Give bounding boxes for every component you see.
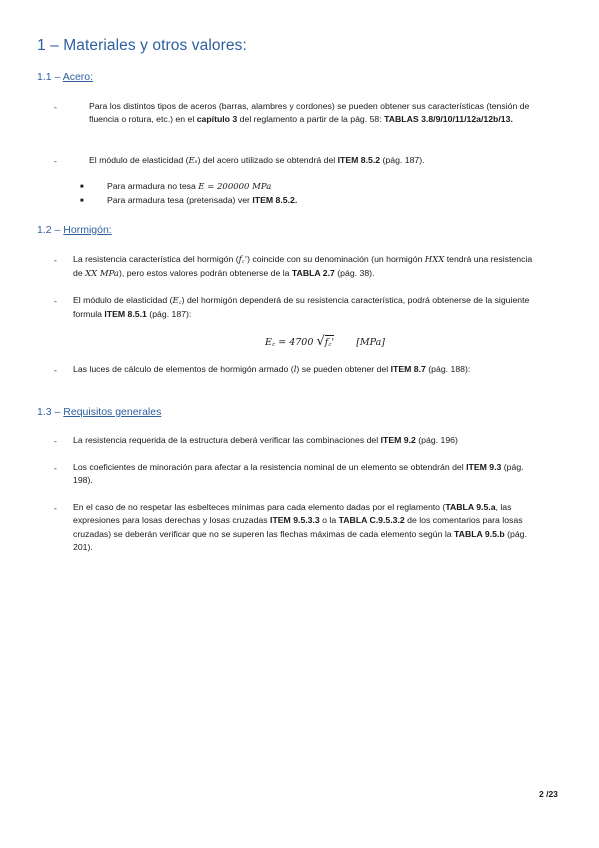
bullet-dash: - [54,463,57,473]
bold-ref: TABLA C.9.5.3.2 [338,515,405,526]
text: Las luces de cálculo de elementos de hormigón armado ( [73,364,294,374]
text: ), pero estos valores podrán obtenerse de la [119,268,292,279]
square-bullet-icon: ■ [80,198,84,204]
text: (pág. 187). [380,155,425,165]
text: (pág. 201). [73,528,527,553]
bold-ref: capítulo 3 [196,114,238,125]
bold-ref: TABLA 2.7 [291,268,335,279]
paragraph-hormigon-resistencia [73,253,539,282]
text: del reglamento a partir de la pág. 58: [237,114,385,125]
bold-ref: ITEM 9.5.3.3 [270,515,320,526]
sqrt-icon: √ [316,334,325,349]
bold-ref: ITEM 8.5.2. [252,195,298,205]
sub-item-armadura-tesa [107,194,527,207]
subsection-title: Hormigón: [63,224,112,236]
paragraph-requisitos-coeficientes [73,461,539,488]
text: Para los distintos tipos de aceros (barras, alambres y cordones) se pueden obtener sus características (tensión de fluencia o rotura, etc.) en el [89,101,530,125]
paragraph-acero-modulo [89,154,537,168]
bold-ref: TABLA 9.5.a [445,502,496,512]
subsection-heading-acero [37,71,93,83]
text: ) del hormigón dependerá de su resistencia característica, podrá obtenerse de la siguiente formula [73,295,530,320]
text: La resistencia característica del hormigón ( [73,254,239,264]
formula-unit: [MPa] [356,337,385,348]
text: (pág. 38). [334,268,375,279]
bold-ref: ITEM 9.3 [466,462,502,472]
bullet-dash: - [54,255,57,265]
text: (pág. 188): [425,364,471,374]
text: Para armadura tesa (pretensada) ver [107,195,253,205]
formula-root: f꜀' [324,337,335,348]
text: o la [319,515,339,526]
bullet-dash: - [54,156,57,166]
subsection-title: Requisitos generales [63,406,162,418]
formula-modulo-hormigon [265,334,385,349]
math-symbol: Eₛ [188,156,198,166]
subsection-title: Acero: [62,71,94,83]
text: El módulo de elasticidad ( [73,295,173,305]
text: (pág. 198). [73,462,524,486]
bullet-dash: - [54,503,57,513]
paragraph-requisitos-resistencia [73,434,539,447]
subsection-number: 1.2 – [37,224,64,236]
subsection-heading-hormigon [37,224,112,236]
text: de los comentarios para losas cruzadas) se deberán verificar que no se superen las flechas máximas de cada elemento según la [73,515,523,539]
bold-ref: ITEM 8.5.1 [104,309,147,320]
bullet-dash: - [54,436,57,446]
paragraph-acero-caracteristicas [89,100,537,127]
formula-lhs: E꜀ = 4700 [265,337,314,348]
subsection-number: 1.1 – [37,71,63,83]
math-symbol: XX MPa [85,269,119,280]
paragraph-hormigon-luces [73,363,539,377]
subsection-number: 1.3 – [37,406,64,418]
text: tendrá una resistencia de [73,254,533,279]
math-symbol: l [293,365,297,375]
text: La resistencia requerida de la estructura deberá verificar las combinaciones del [73,435,381,445]
text: En el caso de no respetar las esbelteces mínimas para cada elemento dadas por el reglamento ( [73,502,446,512]
text: ) coincide con su denominación (un hormigón [247,254,425,264]
text: ) se pueden obtener del [296,364,391,374]
math-symbol: f꜀' [238,255,248,265]
bold-ref: TABLAS 3.8/9/10/11/12a/12b/13. [384,114,513,125]
page-number: 2 /23 [539,789,558,799]
paragraph-hormigon-modulo [73,294,539,322]
math-formula: E = 200000 MPa [198,182,272,192]
text: (pág. 187): [146,309,192,320]
text: , las expresiones para losas derechas y losas cruzadas [73,502,512,526]
bold-ref: ITEM 8.7 [390,364,426,374]
bold-ref: TABLA 9.5.b [454,528,505,539]
text: Los coeficientes de minoración para afectar a la resistencia nominal de un elemento se obtendrán del [73,462,467,472]
paragraph-requisitos-esbelteces [73,501,539,555]
text: El módulo de elasticidad ( [89,155,189,165]
text: Para armadura no tesa [107,181,199,191]
square-bullet-icon: ■ [80,184,84,190]
bold-ref: ITEM 9.2 [380,435,416,445]
math-symbol: E꜀ [172,296,182,306]
bold-ref: ITEM 8.5.2 [337,155,381,165]
text: (pág. 196) [415,435,458,445]
math-symbol: HXX [424,255,445,265]
sub-item-armadura-no-tesa [107,180,527,194]
bullet-dash: - [54,365,57,375]
text: ) del acero utilizado se obtendrá del [197,155,338,165]
bullet-dash: - [54,296,57,306]
subsection-heading-requisitos [37,406,161,418]
bullet-dash: - [54,102,57,112]
section-title: 1 – Materiales y otros valores: [37,37,247,54]
